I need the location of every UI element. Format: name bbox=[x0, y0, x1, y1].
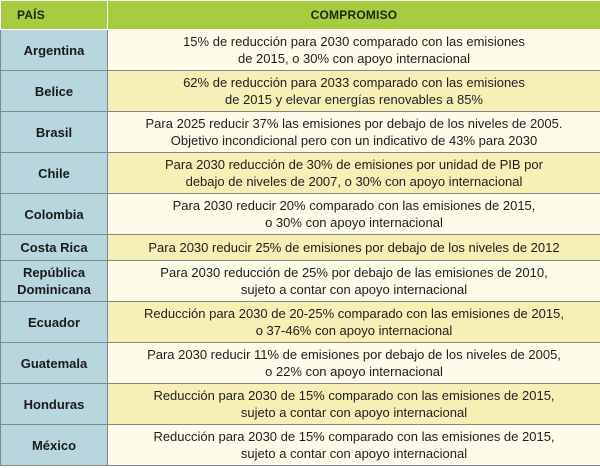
commitment-cell bbox=[108, 384, 600, 425]
table-row bbox=[1, 302, 600, 343]
commitment-cell bbox=[108, 194, 600, 235]
commitment-line: Para 2030 reducir 25% de emisiones por debajo de los niveles de 2012 bbox=[148, 240, 560, 255]
country-cell: Chile bbox=[1, 153, 108, 194]
commitment-line: Para 2025 reducir 37% las emisiones por debajo de los niveles de 2005. bbox=[145, 116, 563, 131]
commitment-line: sujeto a contar con apoyo internacional bbox=[240, 446, 468, 461]
header-country: PAÍS bbox=[1, 1, 108, 30]
commitment-line: Para 2030 reducir 11% de emisiones por debajo de los niveles de 2005, bbox=[147, 347, 561, 362]
table-row bbox=[1, 153, 600, 194]
header-row bbox=[1, 1, 600, 30]
commitment-line: debajo de niveles de 2007, o 30% con apoyo internacional bbox=[185, 174, 523, 189]
country-cell: Guatemala bbox=[1, 343, 108, 384]
country-cell: Colombia bbox=[1, 194, 108, 235]
commitment-line: Para 2030 reducción de 25% por debajo de las emisiones de 2010, bbox=[160, 265, 548, 280]
country-cell: Ecuador bbox=[1, 302, 108, 343]
country-cell: México bbox=[1, 425, 108, 466]
commitment-line: o 37-46% con apoyo internacional bbox=[255, 323, 453, 338]
country-cell: Costa Rica bbox=[1, 235, 108, 261]
commitment-line: Para 2030 reducción de 30% de emisiones por unidad de PIB por bbox=[165, 157, 543, 172]
country-cell: Argentina bbox=[1, 30, 108, 71]
country-cell: Belice bbox=[1, 71, 108, 112]
table-row bbox=[1, 261, 600, 302]
commitment-cell bbox=[108, 425, 600, 466]
commitment-line: sujeto a contar con apoyo internacional bbox=[240, 405, 468, 420]
table-row bbox=[1, 235, 600, 261]
table-row bbox=[1, 343, 600, 384]
commitment-cell bbox=[108, 235, 600, 261]
header-commitment: COMPROMISO bbox=[108, 1, 600, 30]
table-row bbox=[1, 384, 600, 425]
commitment-cell bbox=[108, 302, 600, 343]
commitment-line: de 2015 y elevar energías renovables a 85% bbox=[224, 92, 483, 107]
commitment-cell bbox=[108, 261, 600, 302]
table-row bbox=[1, 425, 600, 466]
commitment-line: Objetivo incondicional pero con un indicativo de 43% para 2030 bbox=[170, 133, 538, 148]
commitment-cell bbox=[108, 112, 600, 153]
commitment-line: Reducción para 2030 de 20-25% comparado con las emisiones de 2015, bbox=[144, 306, 564, 321]
commitment-line: Reducción para 2030 de 15% comparado con las emisiones de 2015, bbox=[153, 429, 555, 444]
table-row bbox=[1, 30, 600, 71]
commitment-line: 62% de reducción para 2033 comparado con las emisiones bbox=[183, 75, 525, 90]
commitment-line: o 22% con apoyo internacional bbox=[265, 364, 443, 379]
country-cell: Honduras bbox=[1, 384, 108, 425]
table-row bbox=[1, 71, 600, 112]
commitment-line: o 30% con apoyo internacional bbox=[265, 215, 443, 230]
commitment-line: sujeto a contar con apoyo internacional bbox=[240, 282, 468, 297]
commitment-line: 15% de reducción para 2030 comparado con las emisiones bbox=[183, 34, 525, 49]
commitment-line: de 2015, o 30% con apoyo internacional bbox=[237, 51, 470, 66]
commitment-cell bbox=[108, 153, 600, 194]
commitment-cell bbox=[108, 71, 600, 112]
commitment-cell bbox=[108, 30, 600, 71]
table-row bbox=[1, 112, 600, 153]
commitment-cell bbox=[108, 343, 600, 384]
country-cell: República Dominicana bbox=[1, 261, 108, 302]
commitment-line: Reducción para 2030 de 15% comparado con las emisiones de 2015, bbox=[153, 388, 555, 403]
commitment-line: Para 2030 reducir 20% comparado con las emisiones de 2015, bbox=[172, 198, 536, 213]
table-row bbox=[1, 194, 600, 235]
country-cell: Brasil bbox=[1, 112, 108, 153]
